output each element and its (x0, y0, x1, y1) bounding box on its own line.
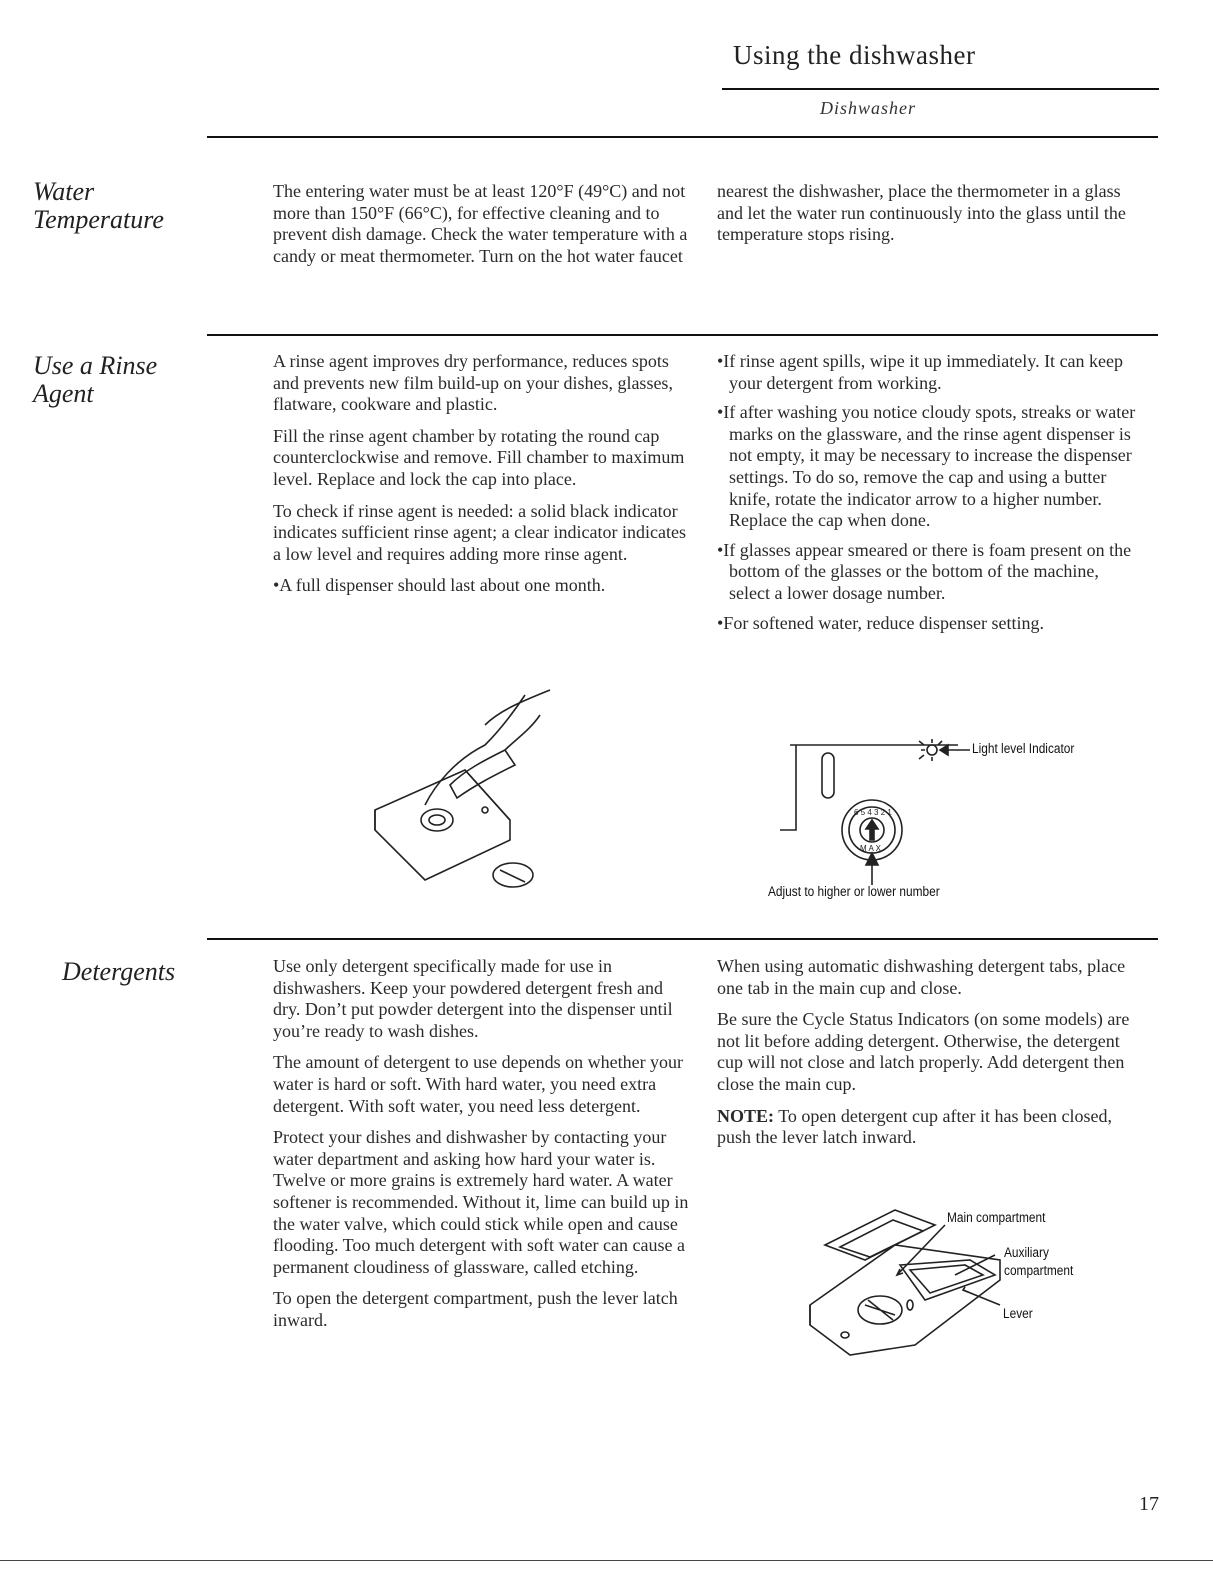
paragraph: Be sure the Cycle Status Indicators (on some models) are not lit before adding detergent. Otherwise, the detergent cup will not close and latch properly. Add detergent then close the main cup. (717, 1009, 1130, 1094)
section-divider (207, 938, 1158, 940)
paragraph: nearest the dishwasher, place the thermometer in a glass and let the water run continuously into the glass until the temperature stops rising. (717, 181, 1126, 245)
dial-max-label: M A X (860, 844, 881, 853)
paragraph: A rinse agent improves dry performance, reduces spots and prevents new film build-up on your dishes, glasses, flatware, cookware and plastic. (273, 351, 673, 415)
section-divider (207, 136, 1158, 138)
note-text: To open detergent cup after it has been closed, push the lever latch inward. (717, 1105, 1112, 1148)
section-title-detergents: Detergents (62, 957, 176, 986)
light-level-indicator-label: Light level Indicator (972, 741, 1075, 756)
note-label: NOTE: (717, 1105, 775, 1126)
bullet-item: •For softened water, reduce dispenser setting. (717, 612, 1044, 633)
header-rule (722, 88, 1159, 90)
paragraph: To open the detergent compartment, push the lever latch inward. (273, 1288, 678, 1330)
water-temperature-right-column (717, 181, 1145, 256)
rinse-dial-diagram (790, 745, 980, 885)
section-title-line: Water (33, 177, 95, 206)
rinse-fill-illustration (365, 690, 565, 890)
paragraph: The amount of detergent to use depends on whether your water is hard or soft. With hard water, you need extra detergent. With soft water, you need less detergent. (273, 1052, 684, 1116)
paragraph: Protect your dishes and dishwasher by contacting your water department and asking how hard your water is. Twelve or more grains is extremely hard water. A water softener is recommended. Without it, lime can build up in the water valve, which could stick while open and cause flooding. Too much detergent with soft water can cause a permanent cloudiness of glassware, called etching. (273, 1127, 689, 1277)
note-paragraph (717, 1106, 1139, 1149)
dial-numbers: 6 5 4 3 2 1 (854, 808, 892, 817)
page-header-subtitle: Dishwasher (820, 98, 917, 118)
section-title-water-temperature (33, 178, 164, 234)
detergents-left-column (273, 956, 693, 1342)
bullet-item: •If rinse agent spills, wipe it up immediately. It can keep your detergent from working. (717, 351, 1124, 393)
page-number: 17 (1139, 1493, 1159, 1515)
lever-label: Lever (1003, 1306, 1033, 1321)
rinse-agent-left-column (273, 351, 693, 605)
paragraph: To check if rinse agent is needed: a solid black indicator indicates sufficient rinse agent; a clear indicator indicates a low level and requires adding more rinse agent. (273, 500, 686, 564)
adjust-number-label: Adjust to higher or lower number (768, 884, 940, 899)
section-divider (207, 334, 1158, 336)
bullet-item: •If after washing you notice cloudy spots, streaks or water marks on the glassware, and the rinse agent dispenser is not empty, it may be necessary to increase the dispenser settings. To do so, remove the cap and using a butter knife, rotate the indicator arrow to a higher number. Replace the cap when done. (717, 402, 1136, 531)
paragraph: Use only detergent specifically made for use in dishwashers. Keep your powdered detergent fresh and dry. Don’t put powder detergent into the dispenser until you’re ready to wash dishes. (273, 956, 673, 1041)
detergents-right-column (717, 956, 1139, 1159)
rinse-agent-right-column (717, 351, 1139, 642)
bullet-item: •A full dispenser should last about one month. (273, 575, 606, 596)
section-title-rinse-agent (33, 352, 157, 408)
bullet-item: •If glasses appear smeared or there is foam present on the bottom of the glasses or the bottom of the machine, select a lower dosage number. (717, 539, 1132, 603)
water-temperature-left-column (273, 181, 701, 277)
paragraph: The entering water must be at least 120°F (49°C) and not more than 150°F (66°C), for effective cleaning and to prevent dish damage. Check the water temperature with a candy or meat thermometer. Turn on the hot water faucet (273, 181, 688, 266)
section-title-line: Temperature (33, 205, 164, 234)
section-title-line: Agent (33, 379, 94, 408)
section-title-line: Use a Rinse (33, 351, 158, 380)
auxiliary-compartment-label-line1: Auxiliary (1004, 1245, 1049, 1260)
detergent-cup-illustration (805, 1205, 1005, 1365)
auxiliary-compartment-label-line2: compartment (1004, 1263, 1074, 1278)
page-bottom-rule (0, 1560, 1213, 1561)
paragraph: When using automatic dishwashing detergent tabs, place one tab in the main cup and close. (717, 956, 1126, 998)
main-compartment-label: Main compartment (947, 1210, 1046, 1225)
paragraph: Fill the rinse agent chamber by rotating the round cap counterclockwise and remove. Fill chamber to maximum level. Replace and lock the cap into place. (273, 425, 685, 489)
page-header-title: Using the dishwasher (733, 40, 976, 70)
